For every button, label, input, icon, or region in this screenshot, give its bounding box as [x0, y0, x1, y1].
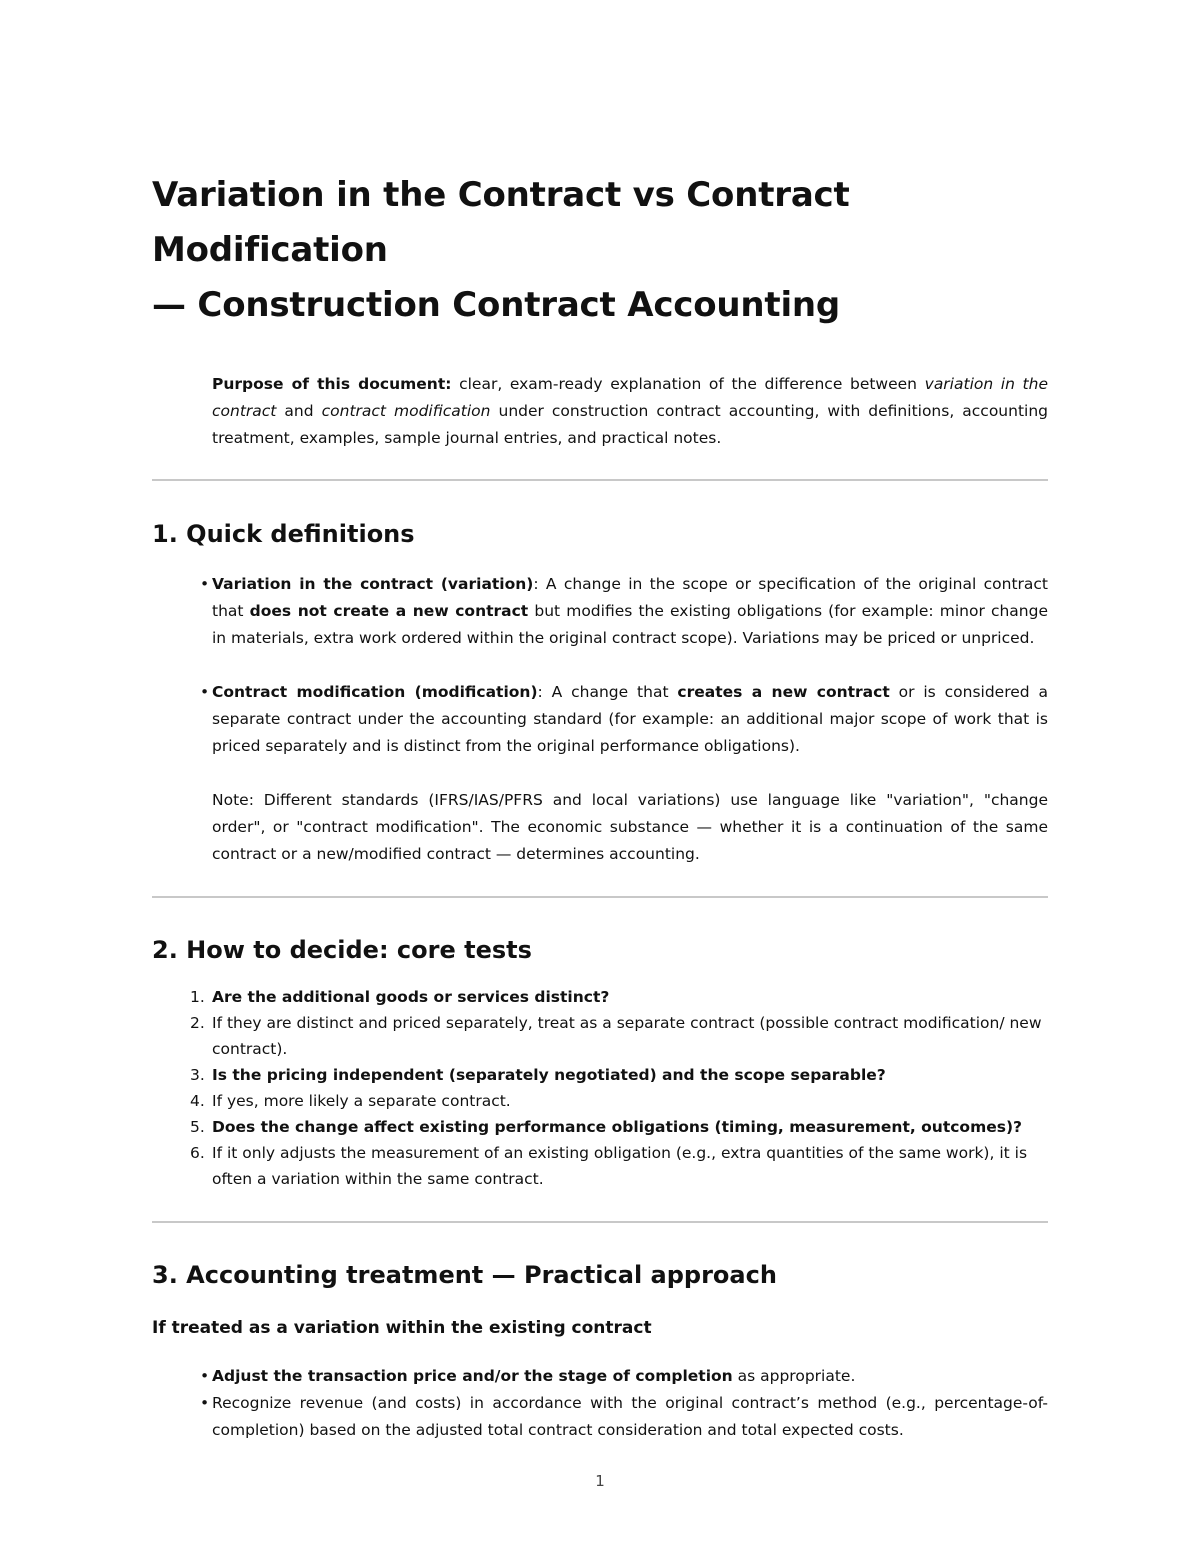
- test-item-number: 4.: [190, 1092, 205, 1110]
- treatment-item-emphasis: Adjust the transaction price and/or the stage of completion: [212, 1367, 733, 1385]
- bullet-icon: •: [200, 575, 210, 593]
- purpose-emphasis-modification: contract modification: [321, 402, 491, 420]
- standards-note: Note: Different standards (IFRS/IAS/PFRS and local variations) use language like "variation", "change order", or "contract modification". The economic substance — whether it is a continuation of the same contract or a new/modified contract — determines accounting.: [212, 791, 1048, 863]
- section-divider: [152, 479, 1048, 481]
- test-item: [190, 1114, 1048, 1140]
- test-item-text: If they are distinct and priced separately, treat as a separate contract (possible contract modification/ new contract).: [212, 1014, 1042, 1058]
- test-item-text: Is the pricing independent (separately negotiated) and the scope separable?: [212, 1066, 886, 1084]
- test-item-number: 2.: [190, 1014, 205, 1032]
- test-item: [190, 1088, 1048, 1114]
- section-divider: [152, 1221, 1048, 1223]
- purpose-label: Purpose of this document:: [212, 375, 452, 393]
- definition-modification-text-1: : A change that: [537, 683, 678, 701]
- purpose-text-1: clear, exam-ready explanation of the difference between: [451, 375, 925, 393]
- treatment-item-text: Recognize revenue (and costs) in accordance with the original contract’s method (e.g., percentage-of-completion) based on the adjusted total contract consideration and total expected costs.: [212, 1394, 1048, 1439]
- title-line-1: Variation in the Contract vs Contract Modification: [152, 175, 850, 270]
- definition-variation-text-2: but modifies the existing obligations (for example: minor change in materials, extra work ordered within the original contract scope). Variations may be priced or unpriced.: [212, 602, 1048, 647]
- section-1-heading: 1. Quick definitions: [152, 520, 415, 548]
- definition-variation: [200, 571, 1048, 652]
- definition-variation-term: Variation in the contract (variation): [212, 575, 534, 593]
- treatment-item: [200, 1390, 1048, 1444]
- test-item: [190, 984, 1048, 1010]
- section-2-heading: 2. How to decide: core tests: [152, 936, 532, 964]
- test-item: [190, 1062, 1048, 1088]
- purpose-text-2: and: [276, 402, 322, 420]
- definition-modification-text-2: or is considered a separate contract under the accounting standard (for example: an additional major scope of work that is priced separately and is distinct from the original performance obligations).: [212, 683, 1048, 755]
- treatment-item-text: as appropriate.: [732, 1367, 856, 1385]
- page-number: 1: [595, 1472, 605, 1490]
- test-item: [190, 1010, 1048, 1062]
- definitions-list: [152, 571, 1048, 760]
- bullet-icon: •: [200, 1367, 210, 1385]
- title-line-2: — Construction Contract Accounting: [152, 285, 841, 325]
- test-item-text: Are the additional goods or services distinct?: [212, 988, 610, 1006]
- definition-modification-term: Contract modification (modification): [212, 683, 538, 701]
- section-3-subheading: If treated as a variation within the existing contract: [152, 1318, 652, 1338]
- test-item-text: If it only adjusts the measurement of an existing obligation (e.g., extra quantities of the same work), it is often a variation within the same contract.: [212, 1144, 1028, 1188]
- variation-treatment-list: [152, 1363, 1048, 1444]
- treatment-item: [200, 1363, 1048, 1390]
- definition-variation-text-1: : A change in the scope or specification of the original contract that: [212, 575, 1048, 620]
- purpose-text-3: under construction contract accounting, with definitions, accounting treatment, examples, sample journal entries, and practical notes.: [212, 402, 1048, 447]
- definition-modification: [200, 679, 1048, 760]
- definition-variation-emphasis: does not create a new contract: [249, 602, 529, 620]
- definition-modification-emphasis: creates a new contract: [677, 683, 890, 701]
- purpose-paragraph: [212, 371, 1048, 452]
- section-3-heading: 3. Accounting treatment — Practical approach: [152, 1261, 777, 1289]
- document-title: [152, 168, 1048, 333]
- test-item: [190, 1140, 1048, 1192]
- test-item-text: Does the change affect existing performance obligations (timing, measurement, outcomes)?: [212, 1118, 1023, 1136]
- test-item-number: 3.: [190, 1066, 205, 1084]
- core-tests-list: [152, 984, 1048, 1192]
- bullet-icon: •: [200, 683, 210, 701]
- purpose-emphasis-variation: variation in the contract: [212, 375, 1048, 420]
- test-item-number: 5.: [190, 1118, 205, 1136]
- document-body: [152, 168, 1048, 1444]
- test-item-text: If yes, more likely a separate contract.: [212, 1092, 511, 1110]
- section-divider: [152, 896, 1048, 898]
- bullet-icon: •: [200, 1394, 210, 1412]
- test-item-number: 6.: [190, 1144, 205, 1162]
- test-item-number: 1.: [190, 988, 205, 1006]
